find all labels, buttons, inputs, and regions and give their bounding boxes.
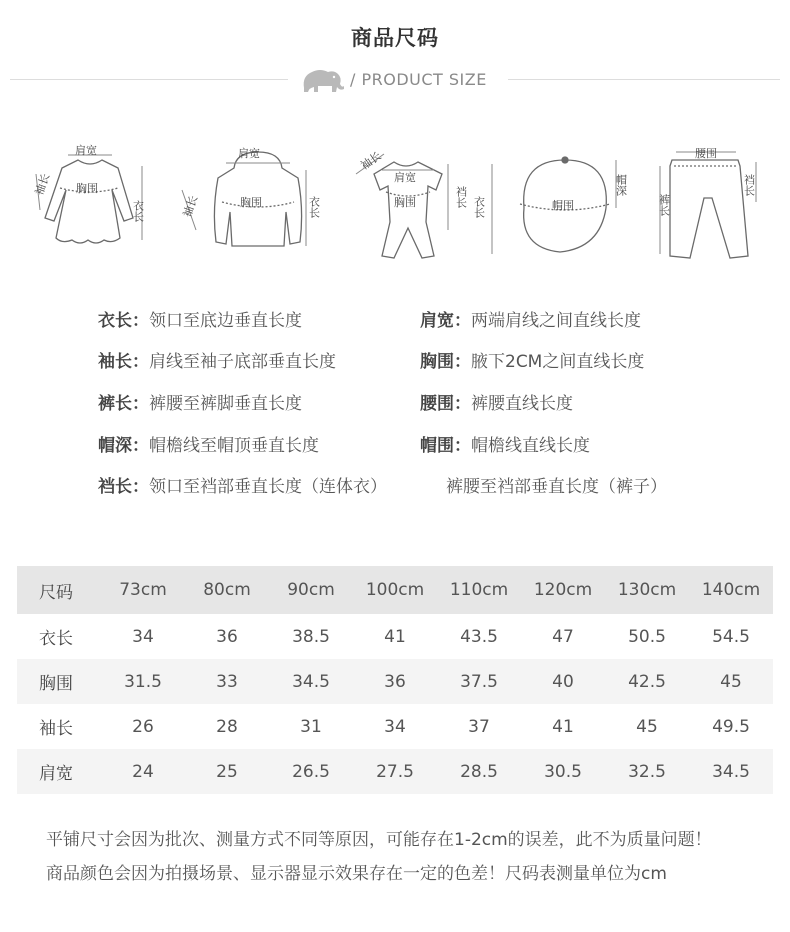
- note-line: 平铺尺寸会因为批次、测量方式不同等原因，可能存在1-2cm的误差，此不为质量问题！: [46, 830, 712, 850]
- definition-item: [420, 389, 573, 415]
- dress-sleeve-label: 袖长: [32, 171, 53, 198]
- cap-depth-label: 帽深: [614, 174, 628, 196]
- subtitle-row: [10, 66, 780, 96]
- table-cell: 31: [300, 716, 322, 737]
- divider-left: [10, 79, 288, 80]
- pants-diagram: [657, 152, 756, 258]
- definition-item: [98, 472, 387, 498]
- romper-sleeve-label: 袖长: [358, 149, 384, 173]
- table-header-cell: 130cm: [617, 580, 677, 600]
- dress-length-label: 衣长: [131, 200, 145, 222]
- table-cell: 36: [384, 671, 406, 692]
- definition-value: 领口至裆部垂直长度（连体衣）: [149, 477, 387, 497]
- definition-value: 裤腰直线长度: [471, 394, 573, 414]
- table-header-cell: 73cm: [119, 580, 167, 600]
- table-cell: 32.5: [628, 761, 666, 782]
- definition-item: [420, 347, 644, 373]
- table-cell: 41: [552, 716, 574, 737]
- table-cell: 胸围: [39, 674, 73, 694]
- definition-value: 帽檐线至帽顶垂直长度: [149, 436, 319, 456]
- definition-key: 帽深：: [98, 436, 149, 456]
- pants-length-label: 裤长: [657, 194, 671, 216]
- dress-shoulder-label: 肩宽: [75, 144, 97, 157]
- table-cell: 肩宽: [39, 764, 73, 784]
- definition-value: 裤腰至裆部垂直长度（裤子）: [446, 477, 667, 497]
- table-cell: 41: [384, 626, 406, 647]
- table-cell: 31.5: [124, 671, 162, 692]
- measurement-diagrams: [0, 130, 790, 280]
- hoodie-length-label: 衣长: [307, 196, 321, 218]
- table-row: [17, 749, 773, 794]
- divider-right: [508, 79, 780, 80]
- cap-circumference-label: 帽围: [552, 199, 574, 212]
- table-cell: 34.5: [712, 761, 750, 782]
- note-line: 商品颜色会因为拍摄场景、显示器显示效果存在一定的色差！尺码表测量单位为cm: [46, 864, 667, 884]
- table-cell: 43.5: [460, 626, 498, 647]
- table-header-cell: 80cm: [203, 580, 251, 600]
- table-cell: 37.5: [460, 671, 498, 692]
- pants-crotch-label: 裆长: [742, 174, 756, 196]
- table-cell: 袖长: [39, 719, 73, 739]
- definition-item: [98, 431, 319, 457]
- definition-item: [446, 472, 667, 498]
- table-row: [17, 659, 773, 704]
- definition-key: 肩宽：: [420, 311, 471, 331]
- definition-item: [420, 306, 641, 332]
- table-cell: 衣长: [39, 629, 73, 649]
- table-cell: 28.5: [460, 761, 498, 782]
- table-cell: 24: [132, 761, 154, 782]
- definition-key: 衣长：: [98, 311, 149, 331]
- disclaimer-notes: [46, 826, 766, 894]
- table-cell: 50.5: [628, 626, 666, 647]
- table-header-cell: 140cm: [701, 580, 761, 600]
- table-cell: 42.5: [628, 671, 666, 692]
- definition-key: 胸围：: [420, 352, 471, 372]
- table-cell: 40: [552, 671, 574, 692]
- size-table: [17, 566, 773, 794]
- page-subtitle: / PRODUCT SIZE: [350, 70, 487, 89]
- table-cell: 30.5: [544, 761, 582, 782]
- romper-length-label: 衣长: [472, 196, 486, 218]
- hoodie-shoulder-label: 肩宽: [238, 147, 260, 160]
- table-header-cell: 100cm: [365, 580, 425, 600]
- definition-value: 裤腰至裤脚垂直长度: [149, 394, 302, 414]
- definition-value: 肩线至袖子底部垂直长度: [149, 352, 336, 372]
- romper-crotch-label: 裆长: [454, 186, 468, 208]
- elephant-icon: [298, 66, 346, 94]
- definition-key: 裤长：: [98, 394, 149, 414]
- table-cell: 38.5: [292, 626, 330, 647]
- hoodie-sleeve-label: 袖长: [180, 193, 201, 220]
- table-row: [17, 704, 773, 749]
- diagram-canvas: [0, 130, 790, 280]
- table-cell: 34: [384, 716, 406, 737]
- pants-waist-label: 腰围: [695, 147, 717, 160]
- table-cell: 49.5: [712, 716, 750, 737]
- definition-item: [98, 389, 302, 415]
- table-cell: 26: [132, 716, 154, 737]
- table-cell: 54.5: [712, 626, 750, 647]
- definition-item: [420, 431, 590, 457]
- table-cell: 34.5: [292, 671, 330, 692]
- table-header-cell: 尺码: [39, 582, 73, 603]
- table-cell: 36: [216, 626, 238, 647]
- definition-value: 帽檐线直线长度: [471, 436, 590, 456]
- table-header-row: [17, 566, 773, 614]
- definition-key: 腰围：: [420, 394, 471, 414]
- definition-value: 两端肩线之间直线长度: [471, 311, 641, 331]
- definition-item: [98, 306, 302, 332]
- dress-chest-label: 胸围: [76, 182, 98, 195]
- table-header-cell: 110cm: [449, 580, 509, 600]
- dress-diagram: [36, 155, 142, 243]
- table-cell: 45: [636, 716, 658, 737]
- table-cell: 47: [552, 626, 574, 647]
- table-cell: 34: [132, 626, 154, 647]
- table-row: [17, 614, 773, 659]
- hoodie-chest-label: 胸围: [240, 196, 262, 209]
- definition-value: 领口至底边垂直长度: [149, 311, 302, 331]
- table-cell: 28: [216, 716, 238, 737]
- romper-shoulder-label: 肩宽: [394, 171, 416, 184]
- table-cell: 45: [720, 671, 742, 692]
- definition-value: 腋下2CM之间直线长度: [471, 352, 645, 372]
- page-title: 商品尺码: [351, 26, 439, 50]
- table-header-cell: 120cm: [533, 580, 593, 600]
- definition-key: 裆长：: [98, 477, 149, 497]
- table-cell: 26.5: [292, 761, 330, 782]
- definition-key: 帽围：: [420, 436, 471, 456]
- table-cell: 37: [468, 716, 490, 737]
- table-cell: 25: [216, 761, 238, 782]
- table-cell: 33: [216, 671, 238, 692]
- table-cell: 27.5: [376, 761, 414, 782]
- romper-chest-label: 胸围: [394, 196, 416, 209]
- definition-key: 袖长：: [98, 352, 149, 372]
- table-header-cell: 90cm: [287, 580, 335, 600]
- definition-item: [98, 347, 336, 373]
